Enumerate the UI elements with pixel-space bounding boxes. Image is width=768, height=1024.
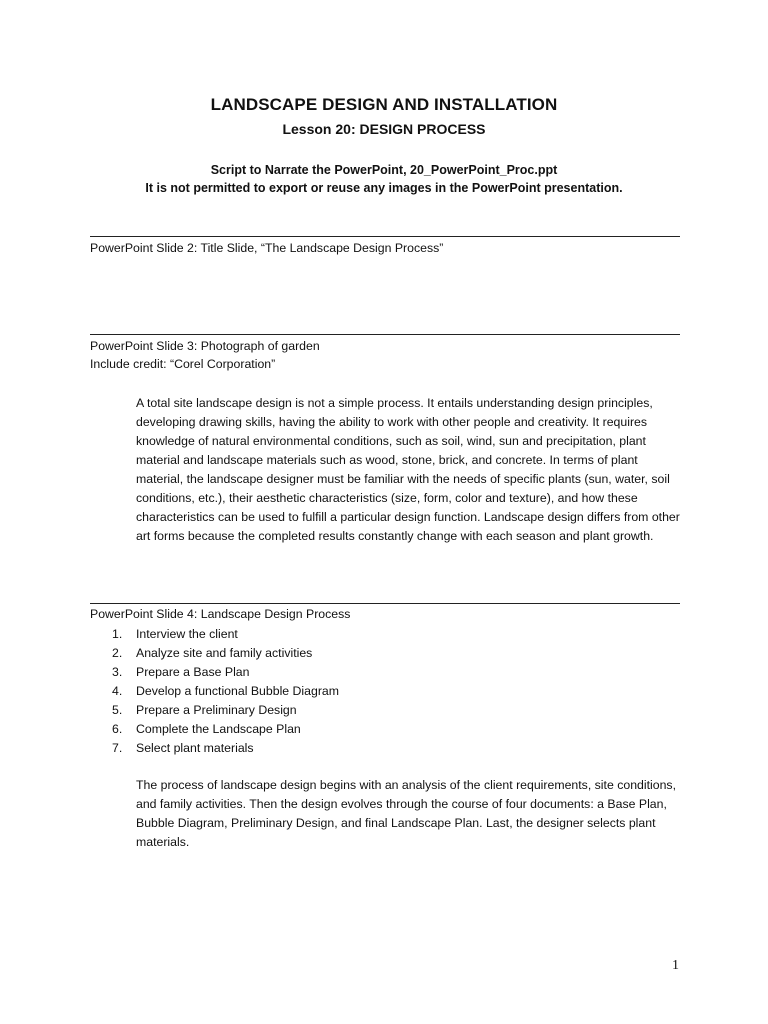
list-item (112, 739, 339, 758)
step-number: 7. (112, 741, 123, 755)
step-text: Prepare a Preliminary Design (136, 703, 297, 717)
slide-4-heading: PowerPoint Slide 4: Landscape Design Process (90, 607, 351, 621)
step-text: Analyze site and family activities (136, 646, 313, 660)
section-divider (90, 603, 680, 604)
step-number: 1. (112, 627, 123, 641)
list-item (112, 720, 339, 739)
slide-2-heading: PowerPoint Slide 2: Title Slide, “The Landscape Design Process” (90, 241, 444, 255)
list-item (112, 682, 339, 701)
slide-3-credit: Include credit: “Corel Corporation” (90, 357, 276, 371)
section-divider (90, 236, 680, 237)
design-process-steps (112, 625, 339, 758)
step-number: 5. (112, 703, 123, 717)
script-title-line: Script to Narrate the PowerPoint, 20_PowerPoint_Proc.ppt (210, 163, 558, 177)
image-reuse-notice: It is not permitted to export or reuse any images in the PowerPoint presentation. (145, 181, 623, 195)
page-number: 1 (672, 958, 679, 973)
section-divider (90, 334, 680, 335)
step-number: 4. (112, 684, 123, 698)
slide-3-heading: PowerPoint Slide 3: Photograph of garden (90, 339, 320, 353)
step-text: Develop a functional Bubble Diagram (136, 684, 340, 698)
slide-3-paragraph: A total site landscape design is not a simple process. It entails understanding design principles, developing drawing skills, having the ability to work with other people and creativity. It requires knowledge of natural environmental conditions, such as soil, wind, sun and precipitation, plant material and landscape materials such as wood, stone, brick, and concrete. In terms of plant material, the landscape designer must be familiar with the needs of specific plants (sun, water, soil conditions, etc.), their aesthetic characteristics (size, form, color and texture), and how these characteristics can be used to fulfill a particular design function. Landscape design differs from other art forms because the completed results constantly change with each season and plant growth. (136, 396, 680, 543)
step-text: Interview the client (136, 627, 238, 641)
list-item (112, 644, 339, 663)
step-number: 6. (112, 722, 123, 736)
step-text: Select plant materials (136, 741, 254, 755)
list-item (112, 701, 339, 720)
list-item (112, 625, 339, 644)
lesson-subtitle: Lesson 20: DESIGN PROCESS (282, 121, 486, 137)
slide-4-paragraph: The process of landscape design begins with an analysis of the client requirements, site conditions, and family activities. Then the design evolves through the course of four documents: a Base Plan, Bubble Diagram, Preliminary Design, and final Landscape Plan. Last, the designer selects plant materials. (136, 778, 677, 849)
step-number: 2. (112, 646, 123, 660)
list-item (112, 663, 339, 682)
document-title: LANDSCAPE DESIGN AND INSTALLATION (210, 95, 558, 114)
step-text: Prepare a Base Plan (136, 665, 250, 679)
step-text: Complete the Landscape Plan (136, 722, 301, 736)
step-number: 3. (112, 665, 123, 679)
